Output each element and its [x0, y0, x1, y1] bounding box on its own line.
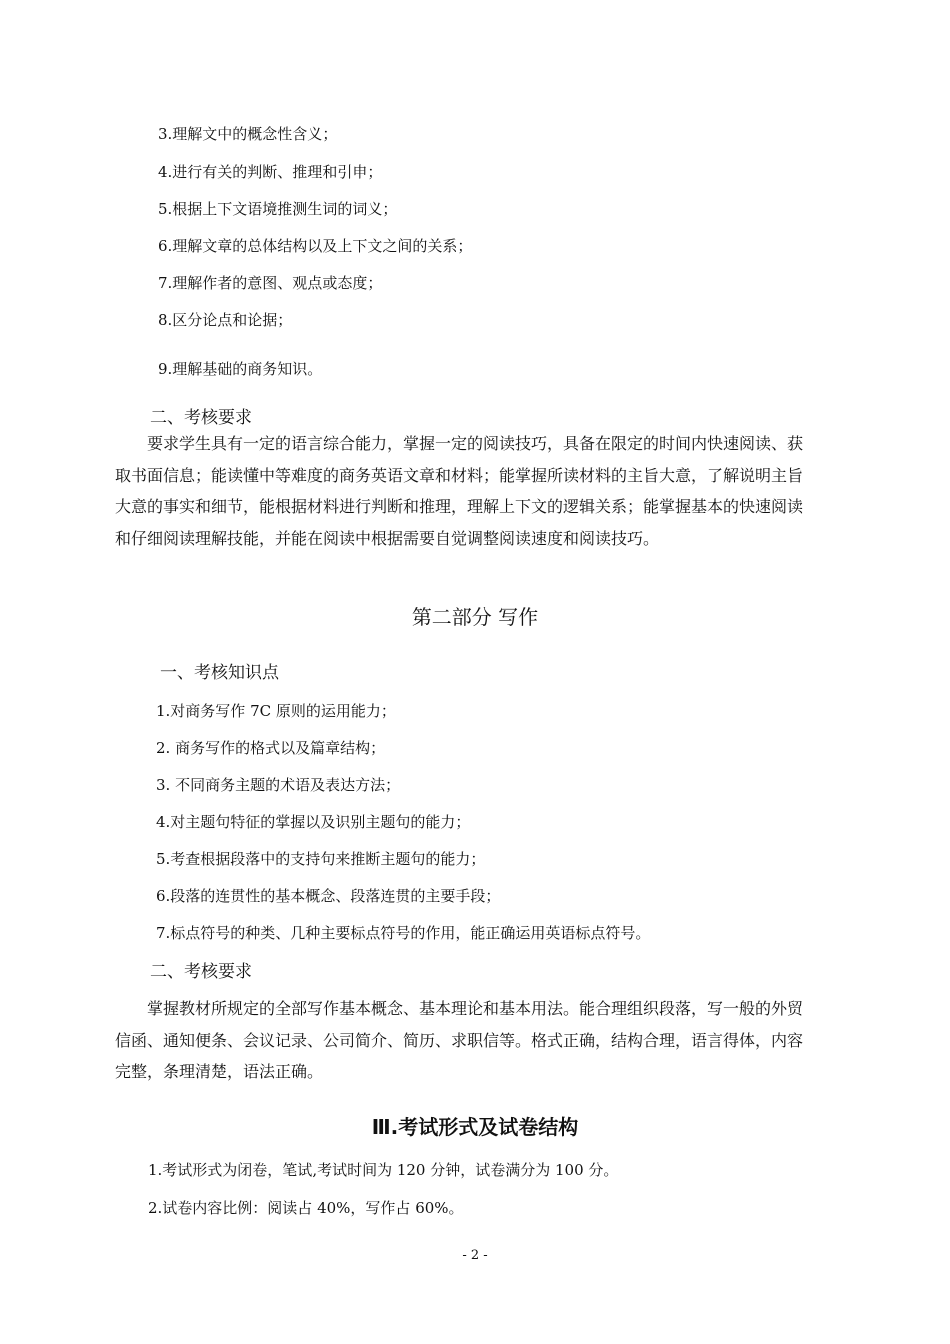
- paragraph-line: 完整，条理清楚，语法正确。: [115, 1062, 324, 1081]
- reading-item-6: 6.理解文章的总体结构以及上下文之间的关系；: [158, 237, 473, 255]
- writing-item-4: 4.对主题句特征的掌握以及识别主题句的能力；: [156, 813, 471, 831]
- reading-item-3: 3.理解文中的概念性含义；: [158, 125, 338, 143]
- paragraph-line: 掌握教材所规定的全部写作基本概念、基本理论和基本用法。能合理组织段落，写一般的外贸: [147, 999, 804, 1018]
- reading-item-9: 9.理解基础的商务知识。: [158, 360, 323, 378]
- writing-item-7: 7.标点符号的种类、几种主要标点符号的作用，能正确运用英语标点符号。: [156, 924, 651, 942]
- reading-requirements-paragraph: [115, 428, 837, 554]
- writing-requirements-paragraph: [115, 993, 837, 1088]
- paragraph-line: 取书面信息；能读懂中等难度的商务英语文章和材料；能掌握所读材料的主旨大意，了解说明主旨: [115, 465, 804, 485]
- part-two-title: 第二部分 写作: [411, 605, 539, 629]
- reading-item-4: 4.进行有关的判断、推理和引申；: [158, 163, 383, 181]
- writing-item-1: 1.对商务写作 7C 原则的运用能力；: [156, 702, 396, 720]
- exam-format-item-2: 2.试卷内容比例：阅读占 40%，写作占 60%。: [148, 1199, 464, 1217]
- reading-item-5: 5.根据上下文语境推测生词的词义；: [158, 200, 398, 218]
- paragraph-line: 要求学生具有一定的语言综合能力，掌握一定的阅读技巧，具备在限定的时间内快速阅读、获: [147, 434, 804, 453]
- paragraph-line: 大意的事实和细节，能根据材料进行判断和推理，理解上下文的逻辑关系；能掌握基本的快速阅读: [115, 497, 804, 516]
- writing-requirements-heading: 二、考核要求: [150, 962, 252, 982]
- exam-format-item-1: 1.考试形式为闭卷，笔试,考试时间为 120 分钟，试卷满分为 100 分。: [148, 1161, 619, 1179]
- reading-item-8: 8.区分论点和论据；: [158, 311, 293, 329]
- paragraph-line: 信函、通知便条、会议记录、公司简介、简历、求职信等。格式正确，结构合理，语言得体，内容: [115, 1030, 804, 1050]
- page-number: - 2 -: [462, 1248, 488, 1263]
- writing-knowledge-heading: 一、考核知识点: [160, 663, 279, 683]
- reading-item-7: 7.理解作者的意图、观点或态度；: [158, 274, 383, 292]
- paragraph-line: 和仔细阅读理解技能，并能在阅读中根据需要自觉调整阅读速度和阅读技巧。: [115, 528, 660, 548]
- section-three-title: Ⅲ.考试形式及试卷结构: [371, 1115, 579, 1139]
- writing-item-2: 2. 商务写作的格式以及篇章结构；: [156, 739, 386, 757]
- writing-item-3: 3. 不同商务主题的术语及表达方法；: [156, 776, 401, 794]
- writing-item-6: 6.段落的连贯性的基本概念、段落连贯的主要手段；: [156, 887, 501, 905]
- writing-item-5: 5.考查根据段落中的支持句来推断主题句的能力；: [156, 850, 486, 868]
- reading-requirements-heading: 二、考核要求: [150, 408, 252, 428]
